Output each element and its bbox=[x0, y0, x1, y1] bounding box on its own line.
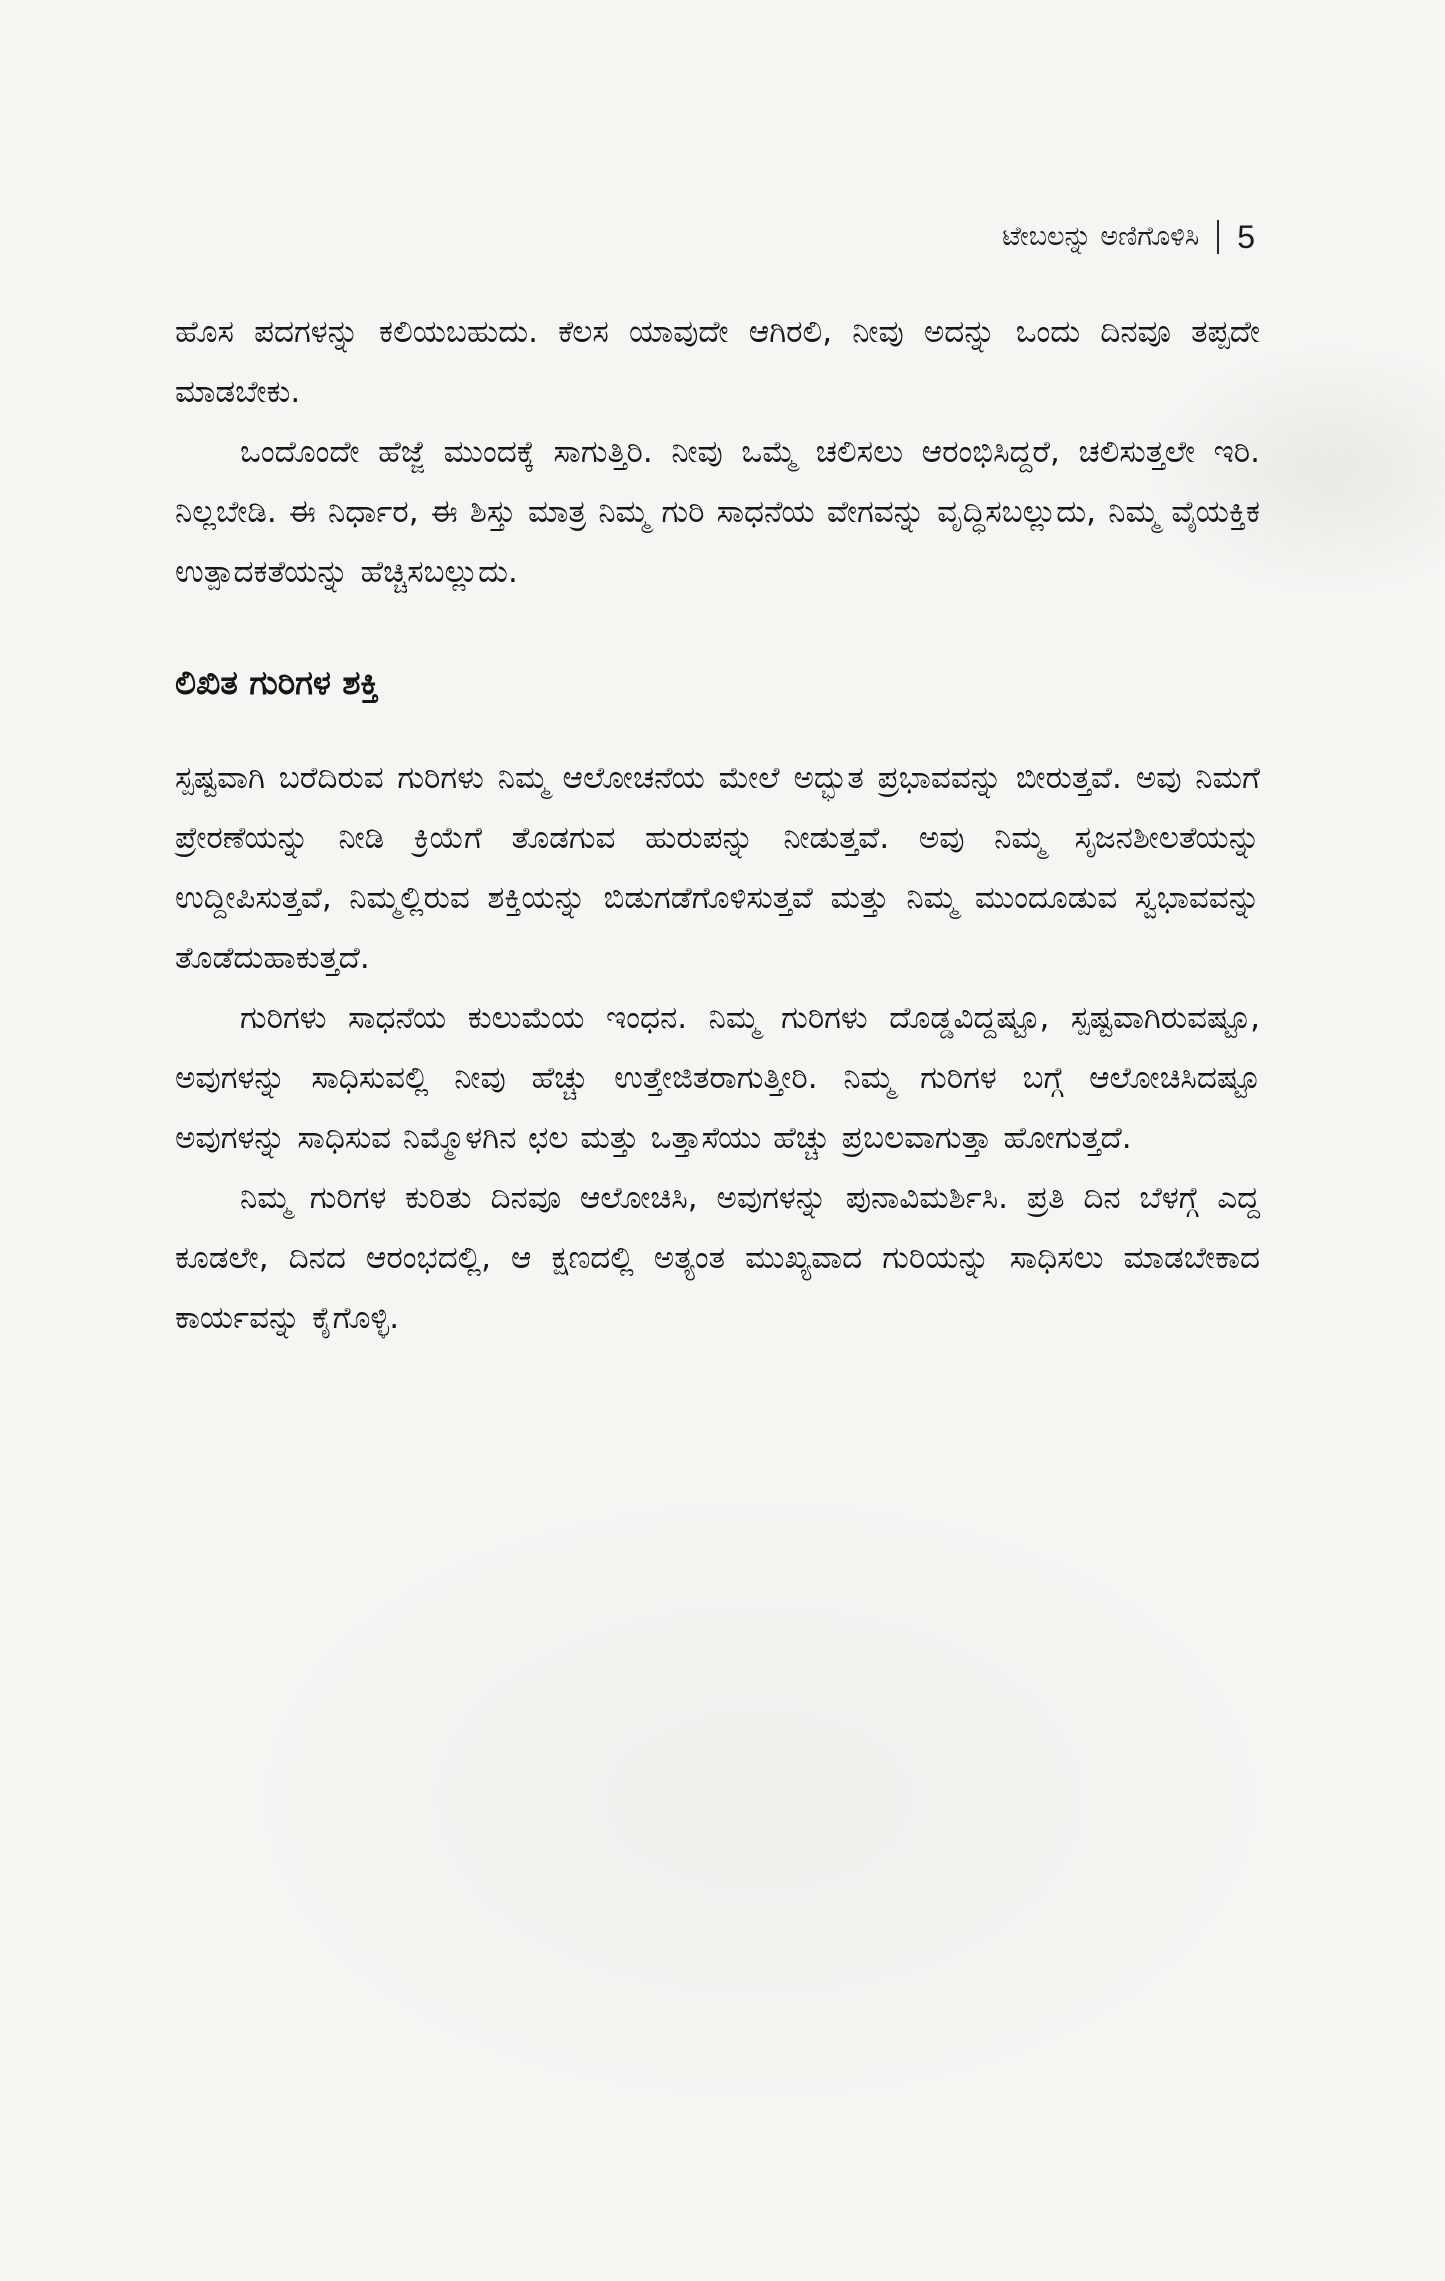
paragraph: ಒಂದೊಂದೇ ಹೆಜ್ಜೆ ಮುಂದಕ್ಕೆ ಸಾಗುತ್ತಿರಿ. ನೀವು ಒಮ್ಮೆ ಚಲಿಸಲು ಆರಂಭಿಸಿದ್ದರೆ, ಚಲಿಸುತ್ತಲೇ ಇರಿ. ನಿಲ್ಲಬೇಡಿ. ಈ ನಿರ್ಧಾರ, ಈ ಶಿಸ್ತು ಮಾತ್ರ ನಿಮ್ಮ ಗುರಿ ಸಾಧನೆಯ ವೇಗವನ್ನು ವೃದ್ಧಿಸಬಲ್ಲುದು, ನಿಮ್ಮ ವೈಯಕ್ತಿಕ ಉತ್ಪಾದಕತೆಯನ್ನು ಹೆಚ್ಚಿಸಬಲ್ಲುದು. bbox=[175, 434, 1260, 590]
running-header bbox=[1002, 212, 1255, 262]
paragraph: ನಿಮ್ಮ ಗುರಿಗಳ ಕುರಿತು ದಿನವೂ ಆಲೋಚಿಸಿ, ಅವುಗಳನ್ನು ಪುನಾವಿಮರ್ಶಿಸಿ. ಪ್ರತಿ ದಿನ ಬೆಳಗ್ಗೆ ಎದ್ದ ಕೂಡಲೇ, ದಿನದ ಆರಂಭದಲ್ಲಿ, ಆ ಕ್ಷಣದಲ್ಲಿ ಅತ್ಯಂತ ಮುಖ್ಯವಾದ ಗುರಿಯನ್ನು ಸಾಧಿಸಲು ಮಾಡಬೇಕಾದ ಕಾರ್ಯವನ್ನು ಕೈಗೊಳ್ಳಿ. bbox=[175, 1180, 1260, 1336]
body-text bbox=[175, 302, 1260, 1348]
paragraph: ಸ್ಪಷ್ಟವಾಗಿ ಬರೆದಿರುವ ಗುರಿಗಳು ನಿಮ್ಮ ಆಲೋಚನೆಯ ಮೇಲೆ ಅದ್ಭುತ ಪ್ರಭಾವವನ್ನು ಬೀರುತ್ತವೆ. ಅವು ನಿಮಗೆ ಪ್ರೇರಣೆಯನ್ನು ನೀಡಿ ಕ್ರಿಯೆಗೆ ತೊಡಗುವ ಹುರುಪನ್ನು ನೀಡುತ್ತವೆ. ಅವು ನಿಮ್ಮ ಸೃಜನಶೀಲತೆಯನ್ನು ಉದ್ದೀಪಿಸುತ್ತವೆ, ನಿಮ್ಮಲ್ಲಿರುವ ಶಕ್ತಿಯನ್ನು ಬಿಡುಗಡೆಗೊಳಿಸುತ್ತವೆ ಮತ್ತು ನಿಮ್ಮ ಮುಂದೂಡುವ ಸ್ವಭಾವವನ್ನು ತೊಡೆದುಹಾಕುತ್ತದೆ. bbox=[175, 760, 1260, 976]
page-number: 5 bbox=[1237, 219, 1255, 255]
section-heading: ಲಿಖಿತ ಗುರಿಗಳ ಶಕ್ತಿ bbox=[175, 663, 379, 702]
running-header-title: ಟೇಬಲನ್ನು ಅಣಿಗೊಳಿಸಿ bbox=[1002, 221, 1200, 252]
paragraph: ಗುರಿಗಳು ಸಾಧನೆಯ ಕುಲುಮೆಯ ಇಂಧನ. ನಿಮ್ಮ ಗುರಿಗಳು ದೊಡ್ಡವಿದ್ದಷ್ಟೂ, ಸ್ಪಷ್ಟವಾಗಿರುವಷ್ಟೂ, ಅವುಗಳನ್ನು ಸಾಧಿಸುವಲ್ಲಿ ನೀವು ಹೆಚ್ಚು ಉತ್ತೇಜಿತರಾಗುತ್ತೀರಿ. ನಿಮ್ಮ ಗುರಿಗಳ ಬಗ್ಗೆ ಆಲೋಚಿಸಿದಷ್ಟೂ ಅವುಗಳನ್ನು ಸಾಧಿಸುವ ನಿಮ್ಮೊಳಗಿನ ಛಲ ಮತ್ತು ಒತ್ತಾಸೆಯು ಹೆಚ್ಚು ಪ್ರಬಲವಾಗುತ್ತಾ ಹೋಗುತ್ತದೆ. bbox=[175, 1000, 1260, 1156]
paragraph-continued: ಹೊಸ ಪದಗಳನ್ನು ಕಲಿಯಬಹುದು. ಕೆಲಸ ಯಾವುದೇ ಆಗಿರಲಿ, ನೀವು ಅದನ್ನು ಒಂದು ದಿನವೂ ತಪ್ಪದೇ ಮಾಡಬೇಕು. bbox=[175, 314, 1260, 410]
header-separator bbox=[1217, 220, 1219, 254]
